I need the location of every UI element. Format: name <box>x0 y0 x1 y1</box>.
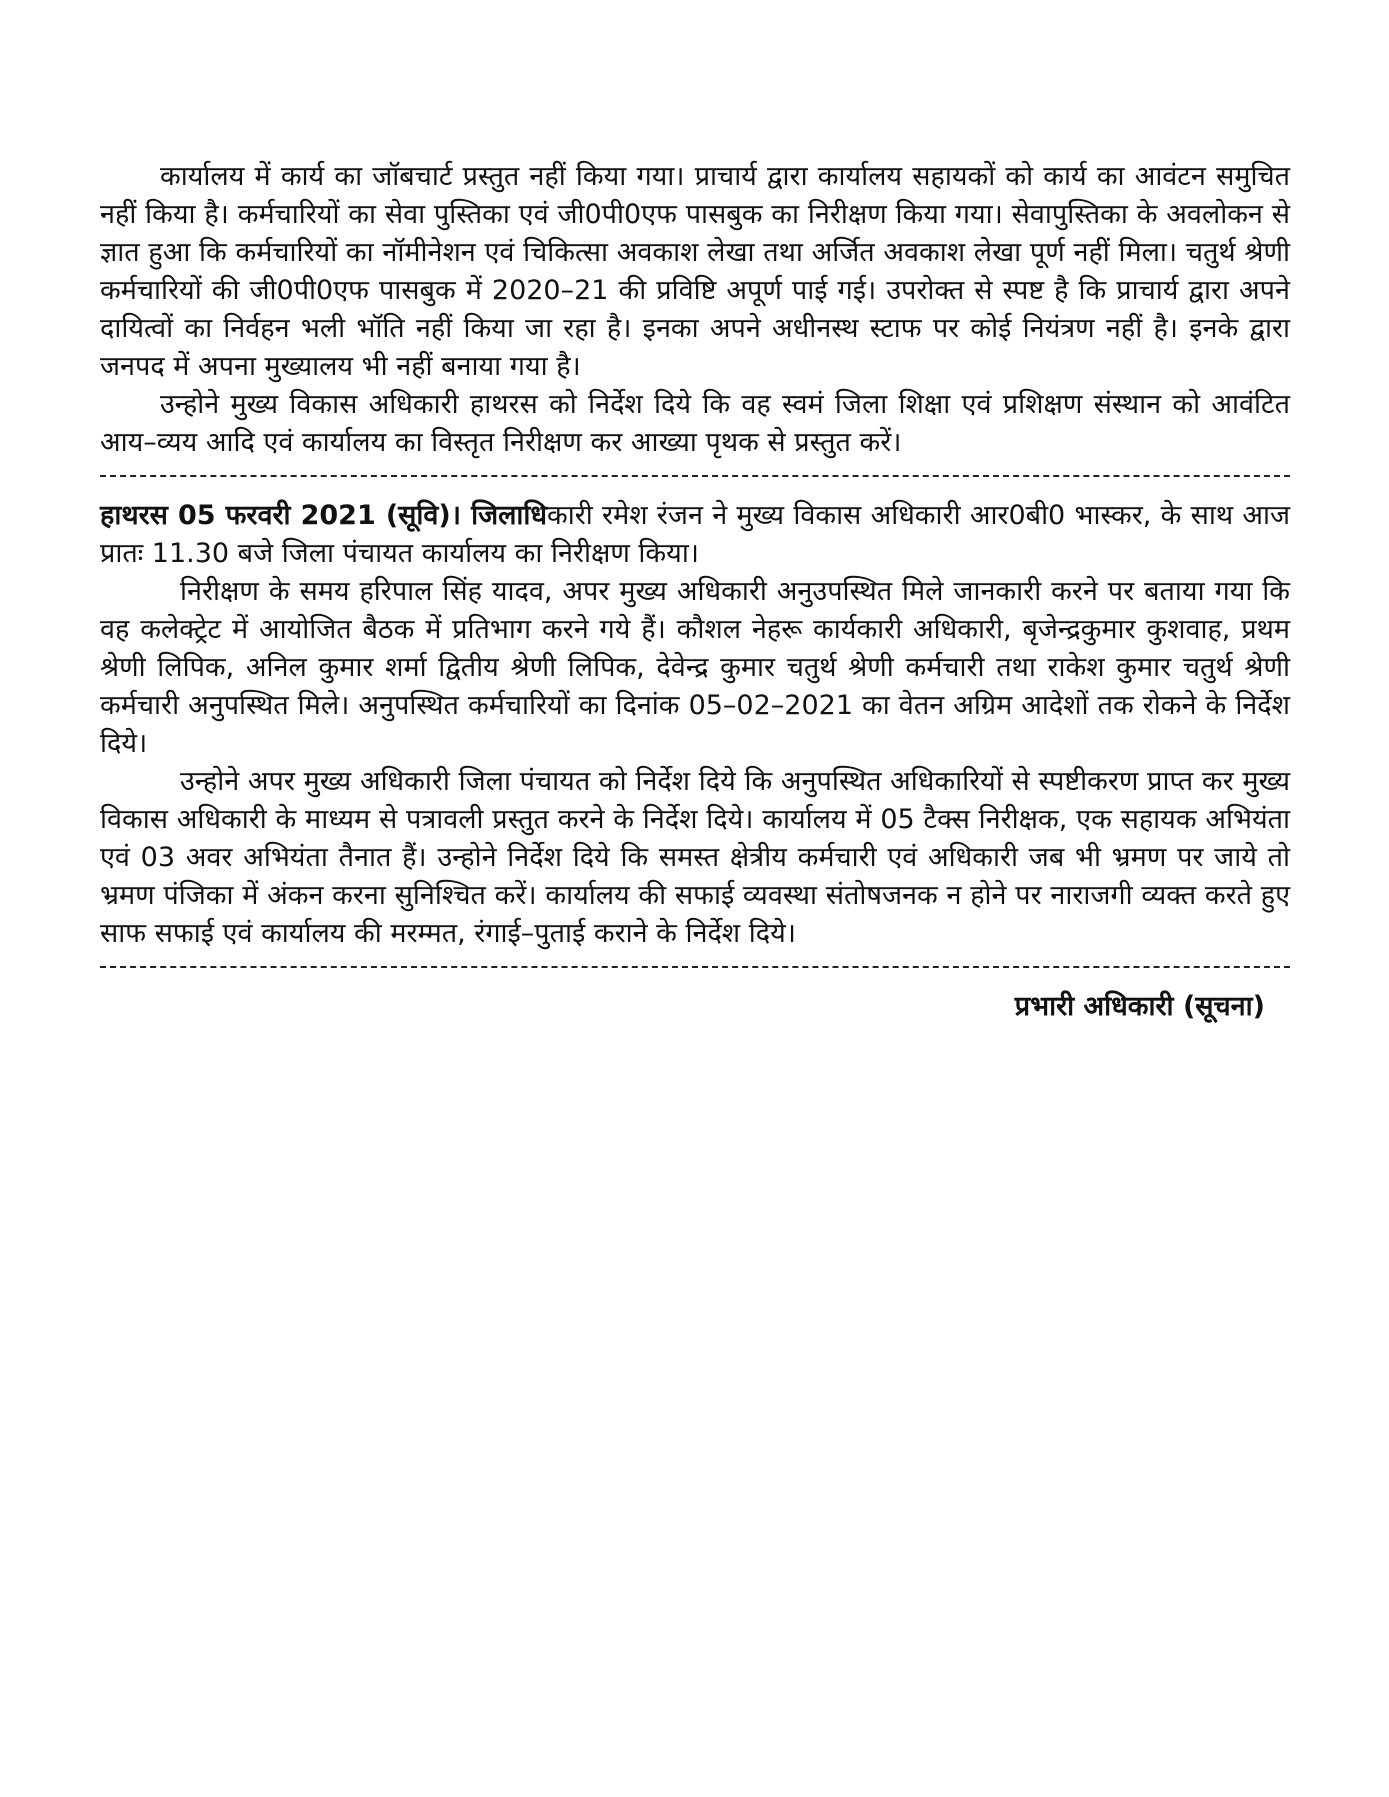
section2-paragraph-2: उन्होने अपर मुख्य अधिकारी जिला पंचायत को निर्देश दिये कि अनुपस्थित अधिकारियों से स्पष्टीकरण प्राप्त कर मुख्य विकास अधिकारी के माध्यम से पत्रावली प्रस्तुत करने के निर्देश दिये। कार्यालय में 05 टैक्स निरीक्षक, एक सहायक अभियंता एवं 03 अवर अभियंता तैनात हैं। उन्होने निर्देश दिये कि समस्त क्षेत्रीय कर्मचारी एवं अधिकारी जब भी भ्रमण पर जाये तो भ्रमण पंजिका में अंकन करना सुनिश्चित करें। कार्यालय की सफाई व्यवस्था संतोषजनक न होने पर नाराजगी व्यक्त करते हुए साफ सफाई एवं कार्यालय की मरम्मत, रंगाई–पुताई कराने के निर्देश दिये। <box>100 766 1290 949</box>
section2-paragraph-1: निरीक्षण के समय हरिपाल सिंह यादव, अपर मुख्य अधिकारी अनुउपस्थित मिले जानकारी करने पर बताया गया कि वह कलेक्ट्रेट में आयोजित बैठक में प्रतिभाग करने गये हैं। कौशल नेहरू कार्यकारी अधिकारी, बृजेन्द्रकुमार कुशवाह, प्रथम श्रेणी लिपिक, अनिल कुमार शर्मा द्वितीय श्रेणी लिपिक, देवेन्द्र कुमार चतुर्थ श्रेणी कर्मचारी तथा राकेश कुमार चतुर्थ श्रेणी कर्मचारी अनुपस्थित मिले। अनुपस्थित कर्मचारियों का दिनांक 05–02–2021 का वेतन अग्रिम आदेशों तक रोकने के निर्देश दिये। <box>100 576 1290 759</box>
section2-intro-paragraph <box>100 497 1290 573</box>
signature: प्रभारी अधिकारी (सूचना) <box>1014 991 1265 1022</box>
dashed-divider-2 <box>100 966 1290 968</box>
section1-paragraph-2: उन्होने मुख्य विकास अधिकारी हाथरस को निर्देश दिये कि वह स्वमं जिला शिक्षा एवं प्रशिक्षण संस्थान को आवंटित आय–व्यय आदि एवं कार्यालय का विस्तृत निरीक्षण कर आख्या पृथक से प्रस्तुत करें। <box>100 389 1290 458</box>
dateline: हाथरस 05 फरवरी 2021 (सूवि)। जिलाधि <box>100 500 548 531</box>
section2-intro-text: कारी रमेश रंजन ने मुख्य विकास अधिकारी आर0बी0 भास्कर, के साथ आज प्रातः 11.30 बजे जिला पंचायत कार्यालय का निरीक्षण किया। <box>100 500 1291 569</box>
dashed-divider-1 <box>100 475 1290 477</box>
press-release-page <box>100 158 1290 1026</box>
section1-paragraph-1: कार्यालय में कार्य का जॉबचार्ट प्रस्तुत नहीं किया गया। प्राचार्य द्वारा कार्यालय सहायकों को कार्य का आवंटन समुचित नहीं किया है। कर्मचारियों का सेवा पुस्तिका एवं जी0पी0एफ पासबुक का निरीक्षण किया गया। सेवापुस्तिका के अवलोकन से ज्ञात हुआ कि कर्मचारियों का नॉमीनेशन एवं चिकित्सा अवकाश लेखा तथा अर्जित अवकाश लेखा पूर्ण नहीं मिला। चतुर्थ श्रेणी कर्मचारियों की जी0पी0एफ पासबुक में 2020–21 की प्रविष्टि अपूर्ण पाई गई। उपरोक्त से स्पष्ट है कि प्राचार्य द्वारा अपने दायित्वों का निर्वहन भली भॉति नहीं किया जा रहा है। इनका अपने अधीनस्थ स्टाफ पर कोई नियंत्रण नहीं है। इनके द्वारा जनपद में अपना मुख्यालय भी नहीं बनाया गया है। <box>100 161 1290 382</box>
